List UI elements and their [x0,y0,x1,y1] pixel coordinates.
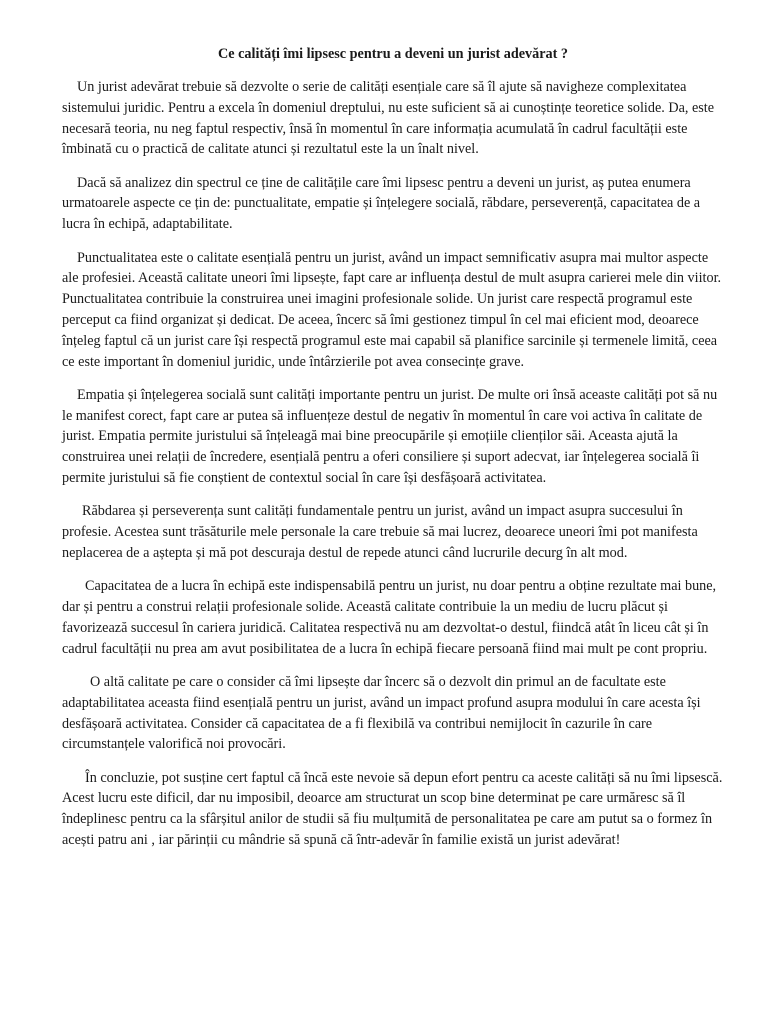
paragraph-adaptability: O altă calitate pe care o consider că îmi lipsește dar încerc să o dezvolt din primul an de facultate este adaptabilitatea aceasta fiind esențială pentru un jurist, având un impact profund asupra modului în care acesta își desfășoară activitatea. Consider că capacitatea de a fi flexibilă va contribui nemijlocit în cazurile în care circumstanțele valorifică noi provocări. [62,673,701,753]
paragraph-punctuality: Punctualitatea este o calitate esențială pentru un jurist, având un impact semnificativ asupra mai multor aspecte ale profesiei. Această calitate uneori îmi lipsește, fapt care ar influența destul de mult asupra carierei mele din viitor. Punctualitatea contribuie la construirea unei imagini profesionale solide. Un jurist care respectă programul este perceput ca fiind organizat și dedicat. De aceea, încerc să îmi gestionez timpul în cel mai eficient mod, deoarece înțeleg faptul că un jurist care își respectă programul este mai capabil să planifice sarcinile și termenele limită, ceea ce este important în domeniul juridic, unde întârzierile pot avea consecințe grave. [62,249,722,370]
paragraph-empathy: Empatia și înțelegerea socială sunt calități importante pentru un jurist. De multe ori însă aceaste calități pot să nu le manifest corect, fapt care ar putea să influențeze destul de negativ în momentul în care voi activa în calitate de jurist. Empatia permite juristului să înțeleagă mai bine preocupările și emoțiile clienților săi. Aceasta ajută la construirea unei relații de încredere, esențială pentru a oferi consiliere și suport adecvat, iar înțelegerea socială îi permite juristului să fie conștient de contextul social în care își desfășoară activitatea. [62,386,718,487]
document-title: Ce calități îmi lipsesc pentru a deveni un jurist adevărat ? [218,46,568,62]
paragraph-missing-qualities: Dacă să analizez din spectrul ce ține de calitățile care îmi lipsesc pentru a deveni un jurist, aș putea enumera urmatoarele aspecte ce țin de: punctualitate, empatie și înțelegere socială, răbdare, perseverență, capacitatea de a lucra în echipă, adaptabilitate. [62,174,701,233]
paragraph-conclusion: În concluzie, pot susține cert faptul că încă este nevoie să depun efort pentru ca aceste calități să nu îmi lipsescă. Acest lucru este dificil, dar nu imposibil, deoarce am structurat un scop bine determinat pe care urmăresc să îl îndeplinesc pentru ca la sfârșitul anilor de studii să fiu mulțumită de personalitatea pe care am putut sa o formez în acești patru ani , iar părinții cu mândrie să spună că într-adevăr în familie există un jurist adevărat! [62,769,723,848]
paragraph-intro: Un jurist adevărat trebuie să dezvolte o serie de calități esențiale care să îl ajute să navigheze complexitatea sistemului juridic. Pentru a excela în domeniul dreptului, nu este suficient să ai cunoștințe teoretice solide. Da, este necesară teoria, nu neg faptul respectiv, însă în momentul în care informația acumulată în cadrul facultății este îmbinată cu o practică de calitate atunci și rezultatul este la un înalt nivel. [62,79,715,158]
paragraph-teamwork: Capacitatea de a lucra în echipă este indispensabilă pentru un jurist, nu doar pentru a obține rezultate mai bune, dar și pentru a construi relații profesionale solide. Această calitate contribuie la un mediu de lucru plăcut și favorizează succesul în cariera juridică. Calitatea respectivă nu am dezvoltat-o destul, fiindcă atât în liceu cât și în cadrul facultății nu prea am avut posibilitatea de a lucra în echipă fiecare persoană fiind mai mult pe cont propriu. [62,578,717,657]
paragraph-patience: Răbdarea și perseverența sunt calități fundamentale pentru un jurist, având un impact asupra succesului în profesie. Acestea sunt trăsăturile mele personale la care trebuie să mai lucrez, deoarece uneori îmi pot manifesta neplacerea de a aștepta și mă pot descuraja destul de repede atunci când lucrurile decurg în alt mod. [62,503,698,561]
